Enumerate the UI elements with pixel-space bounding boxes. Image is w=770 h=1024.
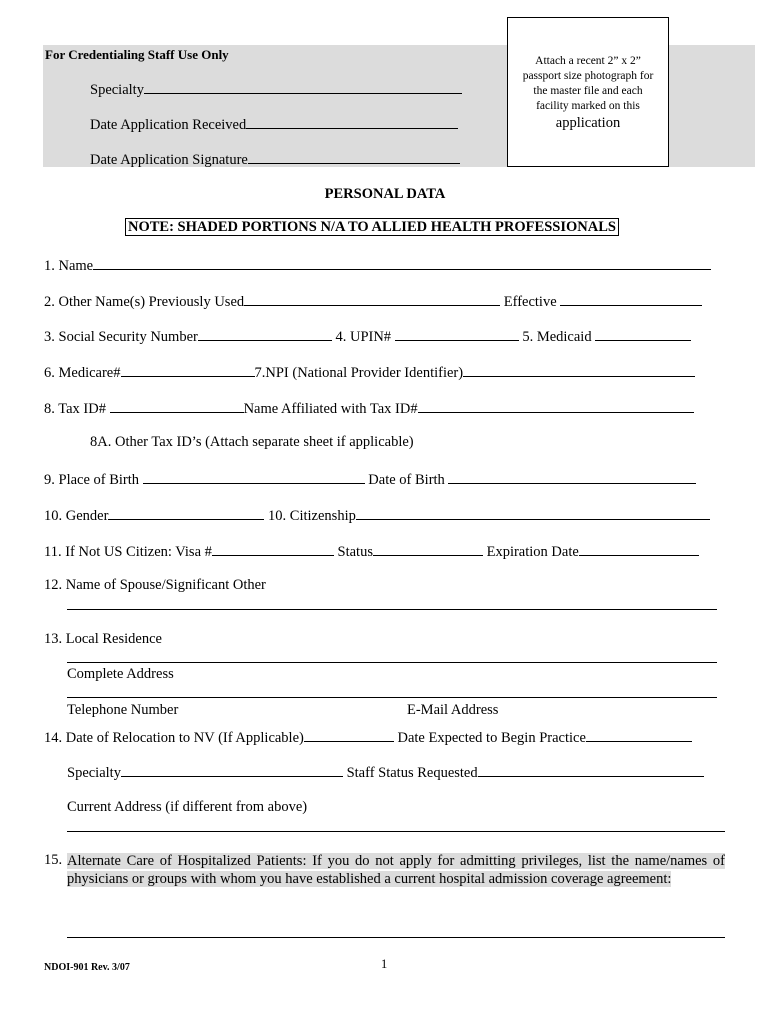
other-tax-ids-label: 8A. Other Tax ID’s (Attach separate sheet if applicable) [90, 434, 414, 450]
item-15-number: 15. [44, 852, 63, 868]
alternate-care-section [67, 852, 725, 888]
visa-row[interactable]: 11. If Not US Citizen: Visa # Status Expiration Date [44, 542, 699, 561]
effective-label: Effective [503, 294, 557, 310]
medicare-npi-row[interactable]: 6. Medicare# 7.NPI (National Provider Identifier) [44, 363, 695, 382]
staff-date-received-field[interactable]: Date Application Received [90, 115, 458, 134]
gender-citizenship-row[interactable]: 10. Gender 10. Citizenship [44, 506, 710, 525]
photo-instruction-line: the master file and each [533, 85, 643, 97]
local-residence-label: 13. Local Residence [44, 631, 162, 647]
local-residence-line[interactable] [67, 662, 717, 663]
alternate-care-line[interactable] [67, 937, 725, 938]
note-text: NOTE: SHADED PORTIONS N/A TO ALLIED HEALTH PROFESSIONALS [125, 218, 619, 236]
email-label: E-Mail Address [407, 702, 499, 718]
other-names-field[interactable]: 2. Other Name(s) Previously Used Effective [44, 292, 702, 311]
spouse-label: 12. Name of Spouse/Significant Other [44, 577, 266, 593]
tax-id-row[interactable]: 8. Tax ID# Name Affiliated with Tax ID# [44, 399, 694, 418]
staff-specialty-field[interactable]: Specialty [90, 80, 462, 99]
ssn-upin-medicaid-row[interactable]: 3. Social Security Number 4. UPIN# 5. Medicaid [44, 327, 691, 346]
current-address-label: Current Address (if different from above) [67, 799, 308, 815]
staff-date-signature-field[interactable]: Date Application Signature [90, 150, 460, 169]
relocation-row[interactable]: 14. Date of Relocation to NV (If Applicable) Date Expected to Begin Practice [44, 728, 692, 747]
photo-attachment-box [507, 17, 669, 167]
specialty-staff-status-row[interactable]: Specialty Staff Status Requested [67, 763, 704, 782]
current-address-line[interactable] [67, 831, 725, 832]
complete-address-label: Complete Address [67, 666, 174, 682]
photo-instruction-line: Attach a recent 2” x 2” [535, 55, 641, 67]
spouse-input-line[interactable] [67, 609, 717, 610]
page-number: 1 [381, 957, 388, 971]
note-banner [125, 219, 619, 236]
complete-address-line[interactable] [67, 697, 717, 698]
birth-row[interactable]: 9. Place of Birth Date of Birth [44, 470, 696, 489]
photo-instruction-line: application [555, 115, 621, 131]
name-field[interactable]: 1. Name [44, 256, 711, 275]
photo-instruction-line: facility marked on this [536, 100, 640, 112]
telephone-label: Telephone Number [67, 702, 179, 718]
page-title: PERSONAL DATA [324, 186, 446, 202]
photo-instruction-line: passport size photograph for [522, 70, 654, 82]
alternate-care-text: Alternate Care of Hospitalized Patients: If you do not apply for admitting privileges, list the name/names of physicians or groups with whom you have established a current hospital admission coverage agreement: [67, 853, 725, 887]
staff-use-title: For Credentialing Staff Use Only [45, 47, 229, 62]
form-id: NDOI-901 Rev. 3/07 [44, 962, 130, 973]
